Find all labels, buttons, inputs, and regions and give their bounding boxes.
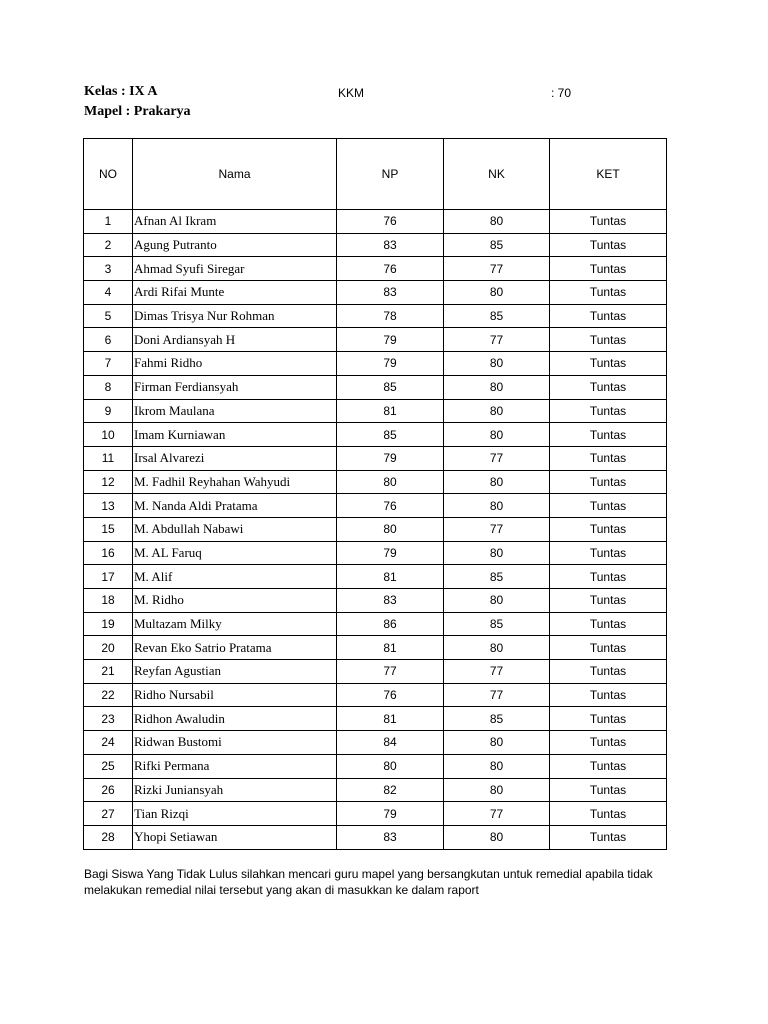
table-row bbox=[84, 399, 667, 423]
cell-nama: Doni Ardiansyah H bbox=[133, 328, 337, 352]
cell-nk: 85 bbox=[444, 707, 550, 731]
cell-ket: Tuntas bbox=[550, 233, 667, 257]
cell-ket: Tuntas bbox=[550, 375, 667, 399]
cell-np: 86 bbox=[337, 612, 444, 636]
cell-ket: Tuntas bbox=[550, 589, 667, 613]
cell-no: 19 bbox=[84, 612, 133, 636]
cell-nama: Ridwan Bustomi bbox=[133, 731, 337, 755]
cell-ket: Tuntas bbox=[550, 423, 667, 447]
cell-no: 7 bbox=[84, 352, 133, 376]
cell-ket: Tuntas bbox=[550, 541, 667, 565]
cell-ket: Tuntas bbox=[550, 636, 667, 660]
cell-nk: 80 bbox=[444, 731, 550, 755]
table-row bbox=[84, 825, 667, 849]
cell-np: 79 bbox=[337, 446, 444, 470]
cell-nama: Fahmi Ridho bbox=[133, 352, 337, 376]
cell-np: 81 bbox=[337, 399, 444, 423]
column-header-ket: KET bbox=[550, 139, 667, 210]
cell-nama: Afnan Al Ikram bbox=[133, 210, 337, 234]
table-row bbox=[84, 446, 667, 470]
cell-no: 1 bbox=[84, 210, 133, 234]
table-row bbox=[84, 304, 667, 328]
cell-no: 22 bbox=[84, 683, 133, 707]
cell-no: 6 bbox=[84, 328, 133, 352]
table-row bbox=[84, 233, 667, 257]
cell-no: 26 bbox=[84, 778, 133, 802]
cell-np: 85 bbox=[337, 423, 444, 447]
cell-nama: Ardi Rifai Munte bbox=[133, 281, 337, 305]
cell-np: 81 bbox=[337, 707, 444, 731]
cell-no: 11 bbox=[84, 446, 133, 470]
table-row bbox=[84, 589, 667, 613]
cell-np: 85 bbox=[337, 375, 444, 399]
cell-np: 80 bbox=[337, 517, 444, 541]
cell-ket: Tuntas bbox=[550, 825, 667, 849]
cell-np: 80 bbox=[337, 754, 444, 778]
table-header-row bbox=[84, 139, 667, 210]
cell-nama: M. Nanda Aldi Pratama bbox=[133, 494, 337, 518]
cell-nama: Tian Rizqi bbox=[133, 802, 337, 826]
table-row bbox=[84, 731, 667, 755]
cell-ket: Tuntas bbox=[550, 565, 667, 589]
cell-ket: Tuntas bbox=[550, 778, 667, 802]
cell-no: 25 bbox=[84, 754, 133, 778]
cell-no: 3 bbox=[84, 257, 133, 281]
cell-nk: 80 bbox=[444, 589, 550, 613]
cell-np: 79 bbox=[337, 352, 444, 376]
table-row bbox=[84, 257, 667, 281]
cell-nk: 80 bbox=[444, 778, 550, 802]
table-row bbox=[84, 707, 667, 731]
cell-ket: Tuntas bbox=[550, 660, 667, 684]
table-row bbox=[84, 612, 667, 636]
table-row bbox=[84, 210, 667, 234]
cell-nk: 80 bbox=[444, 281, 550, 305]
cell-nk: 80 bbox=[444, 494, 550, 518]
kkm-value: : 70 bbox=[551, 86, 572, 100]
remedial-note: Bagi Siswa Yang Tidak Lulus silahkan mencari guru mapel yang bersangkutan untuk remedial apabila tidak melakukan remedial nilai tersebut yang akan di masukkan ke dalam raport bbox=[84, 867, 653, 897]
cell-no: 27 bbox=[84, 802, 133, 826]
cell-nk: 77 bbox=[444, 683, 550, 707]
column-header-nk: NK bbox=[444, 139, 550, 210]
cell-np: 79 bbox=[337, 328, 444, 352]
cell-ket: Tuntas bbox=[550, 257, 667, 281]
table-row bbox=[84, 802, 667, 826]
cell-nama: M. Ridho bbox=[133, 589, 337, 613]
table-row bbox=[84, 565, 667, 589]
cell-ket: Tuntas bbox=[550, 754, 667, 778]
cell-nk: 80 bbox=[444, 352, 550, 376]
cell-np: 82 bbox=[337, 778, 444, 802]
cell-nk: 80 bbox=[444, 210, 550, 234]
cell-nk: 77 bbox=[444, 660, 550, 684]
cell-nama: Firman Ferdiansyah bbox=[133, 375, 337, 399]
cell-no: 28 bbox=[84, 825, 133, 849]
cell-nk: 80 bbox=[444, 399, 550, 423]
cell-ket: Tuntas bbox=[550, 210, 667, 234]
cell-no: 4 bbox=[84, 281, 133, 305]
cell-nk: 77 bbox=[444, 328, 550, 352]
cell-ket: Tuntas bbox=[550, 683, 667, 707]
cell-nama: Dimas Trisya Nur Rohman bbox=[133, 304, 337, 328]
cell-nk: 85 bbox=[444, 565, 550, 589]
cell-ket: Tuntas bbox=[550, 352, 667, 376]
cell-nama: M. AL Faruq bbox=[133, 541, 337, 565]
cell-no: 18 bbox=[84, 589, 133, 613]
cell-np: 76 bbox=[337, 257, 444, 281]
cell-np: 78 bbox=[337, 304, 444, 328]
cell-nk: 80 bbox=[444, 825, 550, 849]
cell-ket: Tuntas bbox=[550, 707, 667, 731]
cell-no: 8 bbox=[84, 375, 133, 399]
table-row bbox=[84, 328, 667, 352]
cell-nama: Rizki Juniansyah bbox=[133, 778, 337, 802]
cell-ket: Tuntas bbox=[550, 399, 667, 423]
cell-ket: Tuntas bbox=[550, 281, 667, 305]
cell-nk: 77 bbox=[444, 517, 550, 541]
cell-nama: Ridho Nursabil bbox=[133, 683, 337, 707]
cell-no: 21 bbox=[84, 660, 133, 684]
cell-no: 10 bbox=[84, 423, 133, 447]
cell-no: 20 bbox=[84, 636, 133, 660]
table-row bbox=[84, 541, 667, 565]
cell-np: 83 bbox=[337, 825, 444, 849]
cell-np: 79 bbox=[337, 802, 444, 826]
cell-ket: Tuntas bbox=[550, 612, 667, 636]
table-row bbox=[84, 375, 667, 399]
cell-nama: Yhopi Setiawan bbox=[133, 825, 337, 849]
cell-no: 13 bbox=[84, 494, 133, 518]
table-row bbox=[84, 494, 667, 518]
cell-ket: Tuntas bbox=[550, 517, 667, 541]
table-row bbox=[84, 778, 667, 802]
cell-nk: 80 bbox=[444, 636, 550, 660]
cell-np: 79 bbox=[337, 541, 444, 565]
cell-nk: 85 bbox=[444, 612, 550, 636]
kkm-label: KKM bbox=[338, 86, 365, 100]
table-row bbox=[84, 636, 667, 660]
cell-nama: Reyfan Agustian bbox=[133, 660, 337, 684]
cell-np: 81 bbox=[337, 565, 444, 589]
cell-nk: 80 bbox=[444, 423, 550, 447]
cell-no: 16 bbox=[84, 541, 133, 565]
table-row bbox=[84, 352, 667, 376]
table-row bbox=[84, 517, 667, 541]
cell-np: 77 bbox=[337, 660, 444, 684]
cell-no: 9 bbox=[84, 399, 133, 423]
cell-np: 84 bbox=[337, 731, 444, 755]
cell-ket: Tuntas bbox=[550, 446, 667, 470]
column-header-nama: Nama bbox=[133, 139, 337, 210]
cell-nama: Revan Eko Satrio Pratama bbox=[133, 636, 337, 660]
table-row bbox=[84, 281, 667, 305]
cell-no: 12 bbox=[84, 470, 133, 494]
cell-nk: 85 bbox=[444, 233, 550, 257]
cell-ket: Tuntas bbox=[550, 731, 667, 755]
cell-ket: Tuntas bbox=[550, 802, 667, 826]
cell-ket: Tuntas bbox=[550, 470, 667, 494]
cell-np: 83 bbox=[337, 233, 444, 257]
table-row bbox=[84, 754, 667, 778]
cell-np: 81 bbox=[337, 636, 444, 660]
cell-no: 17 bbox=[84, 565, 133, 589]
cell-nama: M. Abdullah Nabawi bbox=[133, 517, 337, 541]
cell-np: 83 bbox=[337, 281, 444, 305]
table-row bbox=[84, 660, 667, 684]
cell-no: 15 bbox=[84, 517, 133, 541]
cell-nama: M. Alif bbox=[133, 565, 337, 589]
cell-nk: 80 bbox=[444, 375, 550, 399]
cell-no: 24 bbox=[84, 731, 133, 755]
cell-np: 83 bbox=[337, 589, 444, 613]
cell-no: 5 bbox=[84, 304, 133, 328]
class-label: Kelas : IX A bbox=[84, 84, 158, 99]
table-row bbox=[84, 683, 667, 707]
cell-ket: Tuntas bbox=[550, 494, 667, 518]
cell-nk: 77 bbox=[444, 257, 550, 281]
subject-label: Mapel : Prakarya bbox=[84, 104, 191, 119]
cell-nk: 77 bbox=[444, 802, 550, 826]
cell-nama: Multazam Milky bbox=[133, 612, 337, 636]
cell-nama: Ridhon Awaludin bbox=[133, 707, 337, 731]
cell-no: 23 bbox=[84, 707, 133, 731]
cell-ket: Tuntas bbox=[550, 328, 667, 352]
cell-nama: M. Fadhil Reyhahan Wahyudi bbox=[133, 470, 337, 494]
cell-np: 76 bbox=[337, 494, 444, 518]
grades-table bbox=[83, 138, 667, 850]
cell-nama: Agung Putranto bbox=[133, 233, 337, 257]
cell-nk: 80 bbox=[444, 754, 550, 778]
table-row bbox=[84, 423, 667, 447]
cell-nama: Imam Kurniawan bbox=[133, 423, 337, 447]
cell-np: 76 bbox=[337, 210, 444, 234]
cell-nk: 80 bbox=[444, 470, 550, 494]
cell-nama: Rifki Permana bbox=[133, 754, 337, 778]
cell-np: 76 bbox=[337, 683, 444, 707]
table-row bbox=[84, 470, 667, 494]
cell-nk: 85 bbox=[444, 304, 550, 328]
cell-nama: Ikrom Maulana bbox=[133, 399, 337, 423]
cell-no: 2 bbox=[84, 233, 133, 257]
cell-nama: Irsal Alvarezi bbox=[133, 446, 337, 470]
cell-ket: Tuntas bbox=[550, 304, 667, 328]
cell-nk: 80 bbox=[444, 541, 550, 565]
column-header-no: NO bbox=[84, 139, 133, 210]
cell-np: 80 bbox=[337, 470, 444, 494]
cell-nama: Ahmad Syufi Siregar bbox=[133, 257, 337, 281]
cell-nk: 77 bbox=[444, 446, 550, 470]
grades-table-body bbox=[84, 210, 667, 850]
column-header-np: NP bbox=[337, 139, 444, 210]
